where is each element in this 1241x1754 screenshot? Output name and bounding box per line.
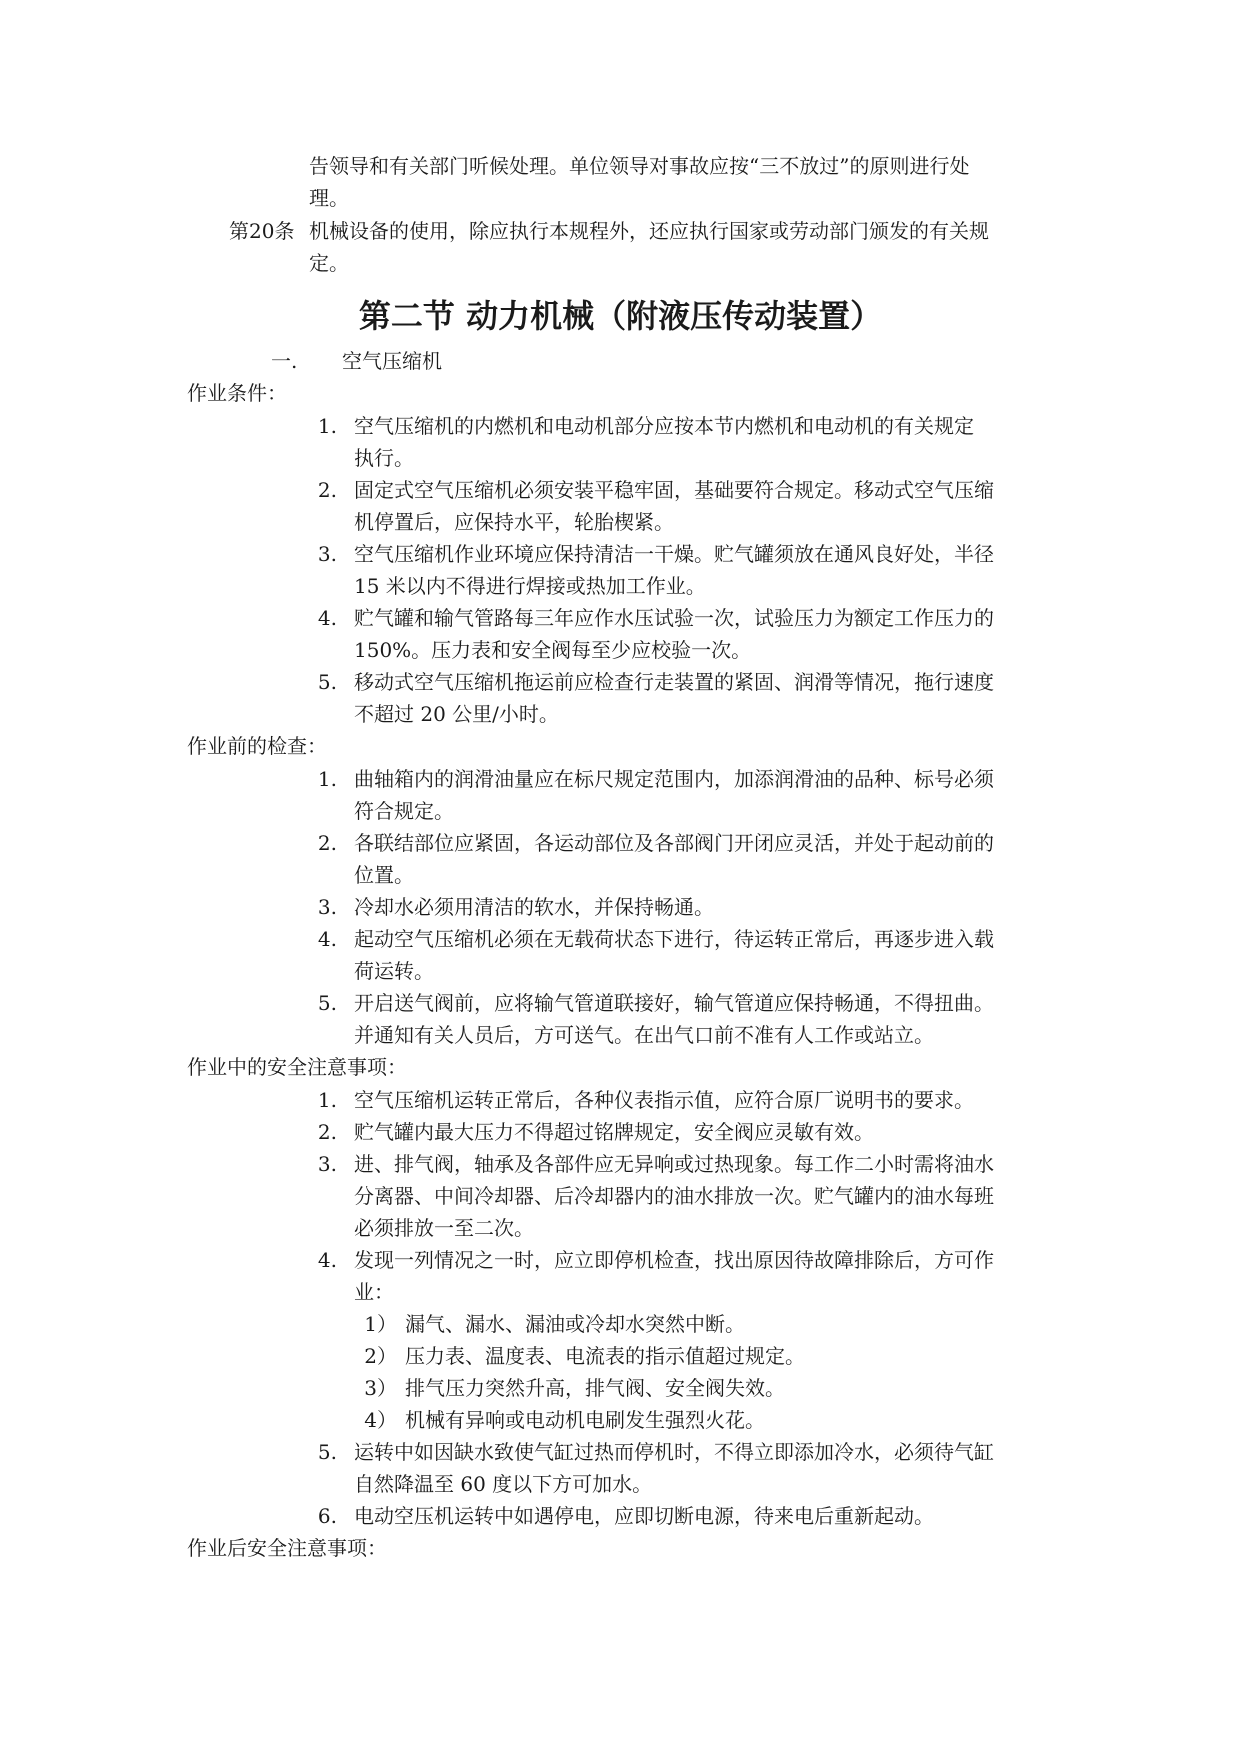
list-item-text: 固定式空气压缩机必须安装平稳牢固，基础要符合规定。移动式空气压缩: [354, 478, 994, 502]
list-item-number: 4.: [317, 606, 337, 630]
list-item-number: 5.: [317, 1440, 337, 1464]
list-item-number: 5.: [317, 670, 337, 694]
list-item-text: 自然降温至 60 度以下方可加水。: [354, 1472, 653, 1496]
sub-item-text: 机械有异响或电动机电刷发生强烈火花。: [405, 1408, 765, 1432]
subsection-number: 一.: [271, 349, 298, 373]
group-heading: 作业后安全注意事项：: [187, 1536, 387, 1560]
sub-item-number: 2）: [364, 1344, 397, 1368]
list-item-text: 电动空压机运转中如遇停电，应即切断电源，待来电后重新起动。: [354, 1504, 934, 1528]
list-item-text: 贮气罐内最大压力不得超过铭牌规定，安全阀应灵敏有效。: [354, 1120, 874, 1144]
list-item-number: 3.: [317, 895, 337, 919]
list-item-text: 不超过 20 公里/小时。: [354, 702, 559, 726]
list-item-number: 1.: [317, 767, 337, 791]
list-item-number: 1.: [317, 1088, 337, 1112]
list-item-text: 符合规定。: [354, 799, 454, 823]
group-heading: 作业条件：: [187, 381, 287, 405]
list-item-number: 2.: [317, 831, 337, 855]
list-item-number: 2.: [317, 1120, 337, 1144]
sub-item-number: 1）: [364, 1312, 397, 1336]
list-item-text: 进、排气阀，轴承及各部件应无异响或过热现象。每工作二小时需将油水: [354, 1152, 994, 1176]
list-item-text: 分离器、中间冷却器、后冷却器内的油水排放一次。贮气罐内的油水每班: [354, 1184, 994, 1208]
group-heading: 作业中的安全注意事项：: [187, 1055, 407, 1079]
list-item-text: 起动空气压缩机必须在无载荷状态下进行，待运转正常后，再逐步进入载: [354, 927, 994, 951]
list-item-number: 2.: [317, 478, 337, 502]
list-item-text: 空气压缩机作业环境应保持清洁一干燥。贮气罐须放在通风良好处，半径: [354, 542, 994, 566]
article-line: 机械设备的使用，除应执行本规程外，还应执行国家或劳动部门颁发的有关规: [309, 219, 989, 243]
list-item-text: 冷却水必须用清洁的软水，并保持畅通。: [354, 895, 714, 919]
list-item-text: 业：: [354, 1280, 394, 1304]
list-item-text: 各联结部位应紧固，各运动部位及各部阀门开闭应灵活，并处于起动前的: [354, 831, 994, 855]
list-item-text: 发现一列情况之一时，应立即停机检查，找出原因待故障排除后，方可作: [354, 1248, 994, 1272]
list-item-text: 运转中如因缺水致使气缸过热而停机时，不得立即添加冷水，必须待气缸: [354, 1440, 994, 1464]
intro-line: 理。: [309, 186, 349, 210]
list-item-text: 荷运转。: [354, 959, 434, 983]
list-item-text: 曲轴箱内的润滑油量应在标尺规定范围内，加添润滑油的品种、标号必须: [354, 767, 994, 791]
sub-item-text: 漏气、漏水、漏油或冷却水突然中断。: [405, 1312, 745, 1336]
list-item-text: 并通知有关人员后，方可送气。在出气口前不准有人工作或站立。: [354, 1023, 934, 1047]
sub-item-number: 4）: [364, 1408, 397, 1432]
list-item-number: 4.: [317, 927, 337, 951]
list-item-number: 5.: [317, 991, 337, 1015]
list-item-number: 4.: [317, 1248, 337, 1272]
list-item-number: 6.: [317, 1504, 337, 1528]
sub-item-text: 排气压力突然升高，排气阀、安全阀失效。: [405, 1376, 785, 1400]
list-item-number: 3.: [317, 1152, 337, 1176]
sub-item-text: 压力表、温度表、电流表的指示值超过规定。: [405, 1344, 805, 1368]
list-item-number: 3.: [317, 542, 337, 566]
sub-item-number: 3）: [364, 1376, 397, 1400]
group-heading: 作业前的检查：: [187, 734, 327, 758]
list-item-number: 1.: [317, 414, 337, 438]
list-item-text: 开启送气阀前，应将输气管道联接好，输气管道应保持畅通，不得扭曲。: [354, 991, 994, 1015]
list-item-text: 150%。压力表和安全阀每至少应校验一次。: [354, 638, 752, 662]
article-line: 定。: [309, 251, 349, 275]
list-item-text: 位置。: [354, 863, 414, 887]
list-item-text: 15 米以内不得进行焊接或热加工作业。: [354, 574, 706, 598]
list-item-text: 空气压缩机运转正常后，各种仪表指示值，应符合原厂说明书的要求。: [354, 1088, 974, 1112]
list-item-text: 贮气罐和输气管路每三年应作水压试验一次，试验压力为额定工作压力的: [354, 606, 994, 630]
list-item-text: 机停置后，应保持水平，轮胎楔紧。: [354, 510, 674, 534]
list-item-text: 执行。: [354, 446, 414, 470]
list-item-text: 空气压缩机的内燃机和电动机部分应按本节内燃机和电动机的有关规定: [354, 414, 974, 438]
list-item-text: 移动式空气压缩机拖运前应检查行走装置的紧固、润滑等情况，拖行速度: [354, 670, 994, 694]
list-item-text: 必须排放一至二次。: [354, 1216, 534, 1240]
section-title: 第二节 动力机械（附液压传动装置）: [358, 297, 883, 335]
article-label: 第20条: [229, 219, 295, 243]
subsection-title: 空气压缩机: [342, 349, 442, 373]
intro-line: 告领导和有关部门听候处理。单位领导对事故应按“三不放过”的原则进行处: [309, 154, 970, 178]
